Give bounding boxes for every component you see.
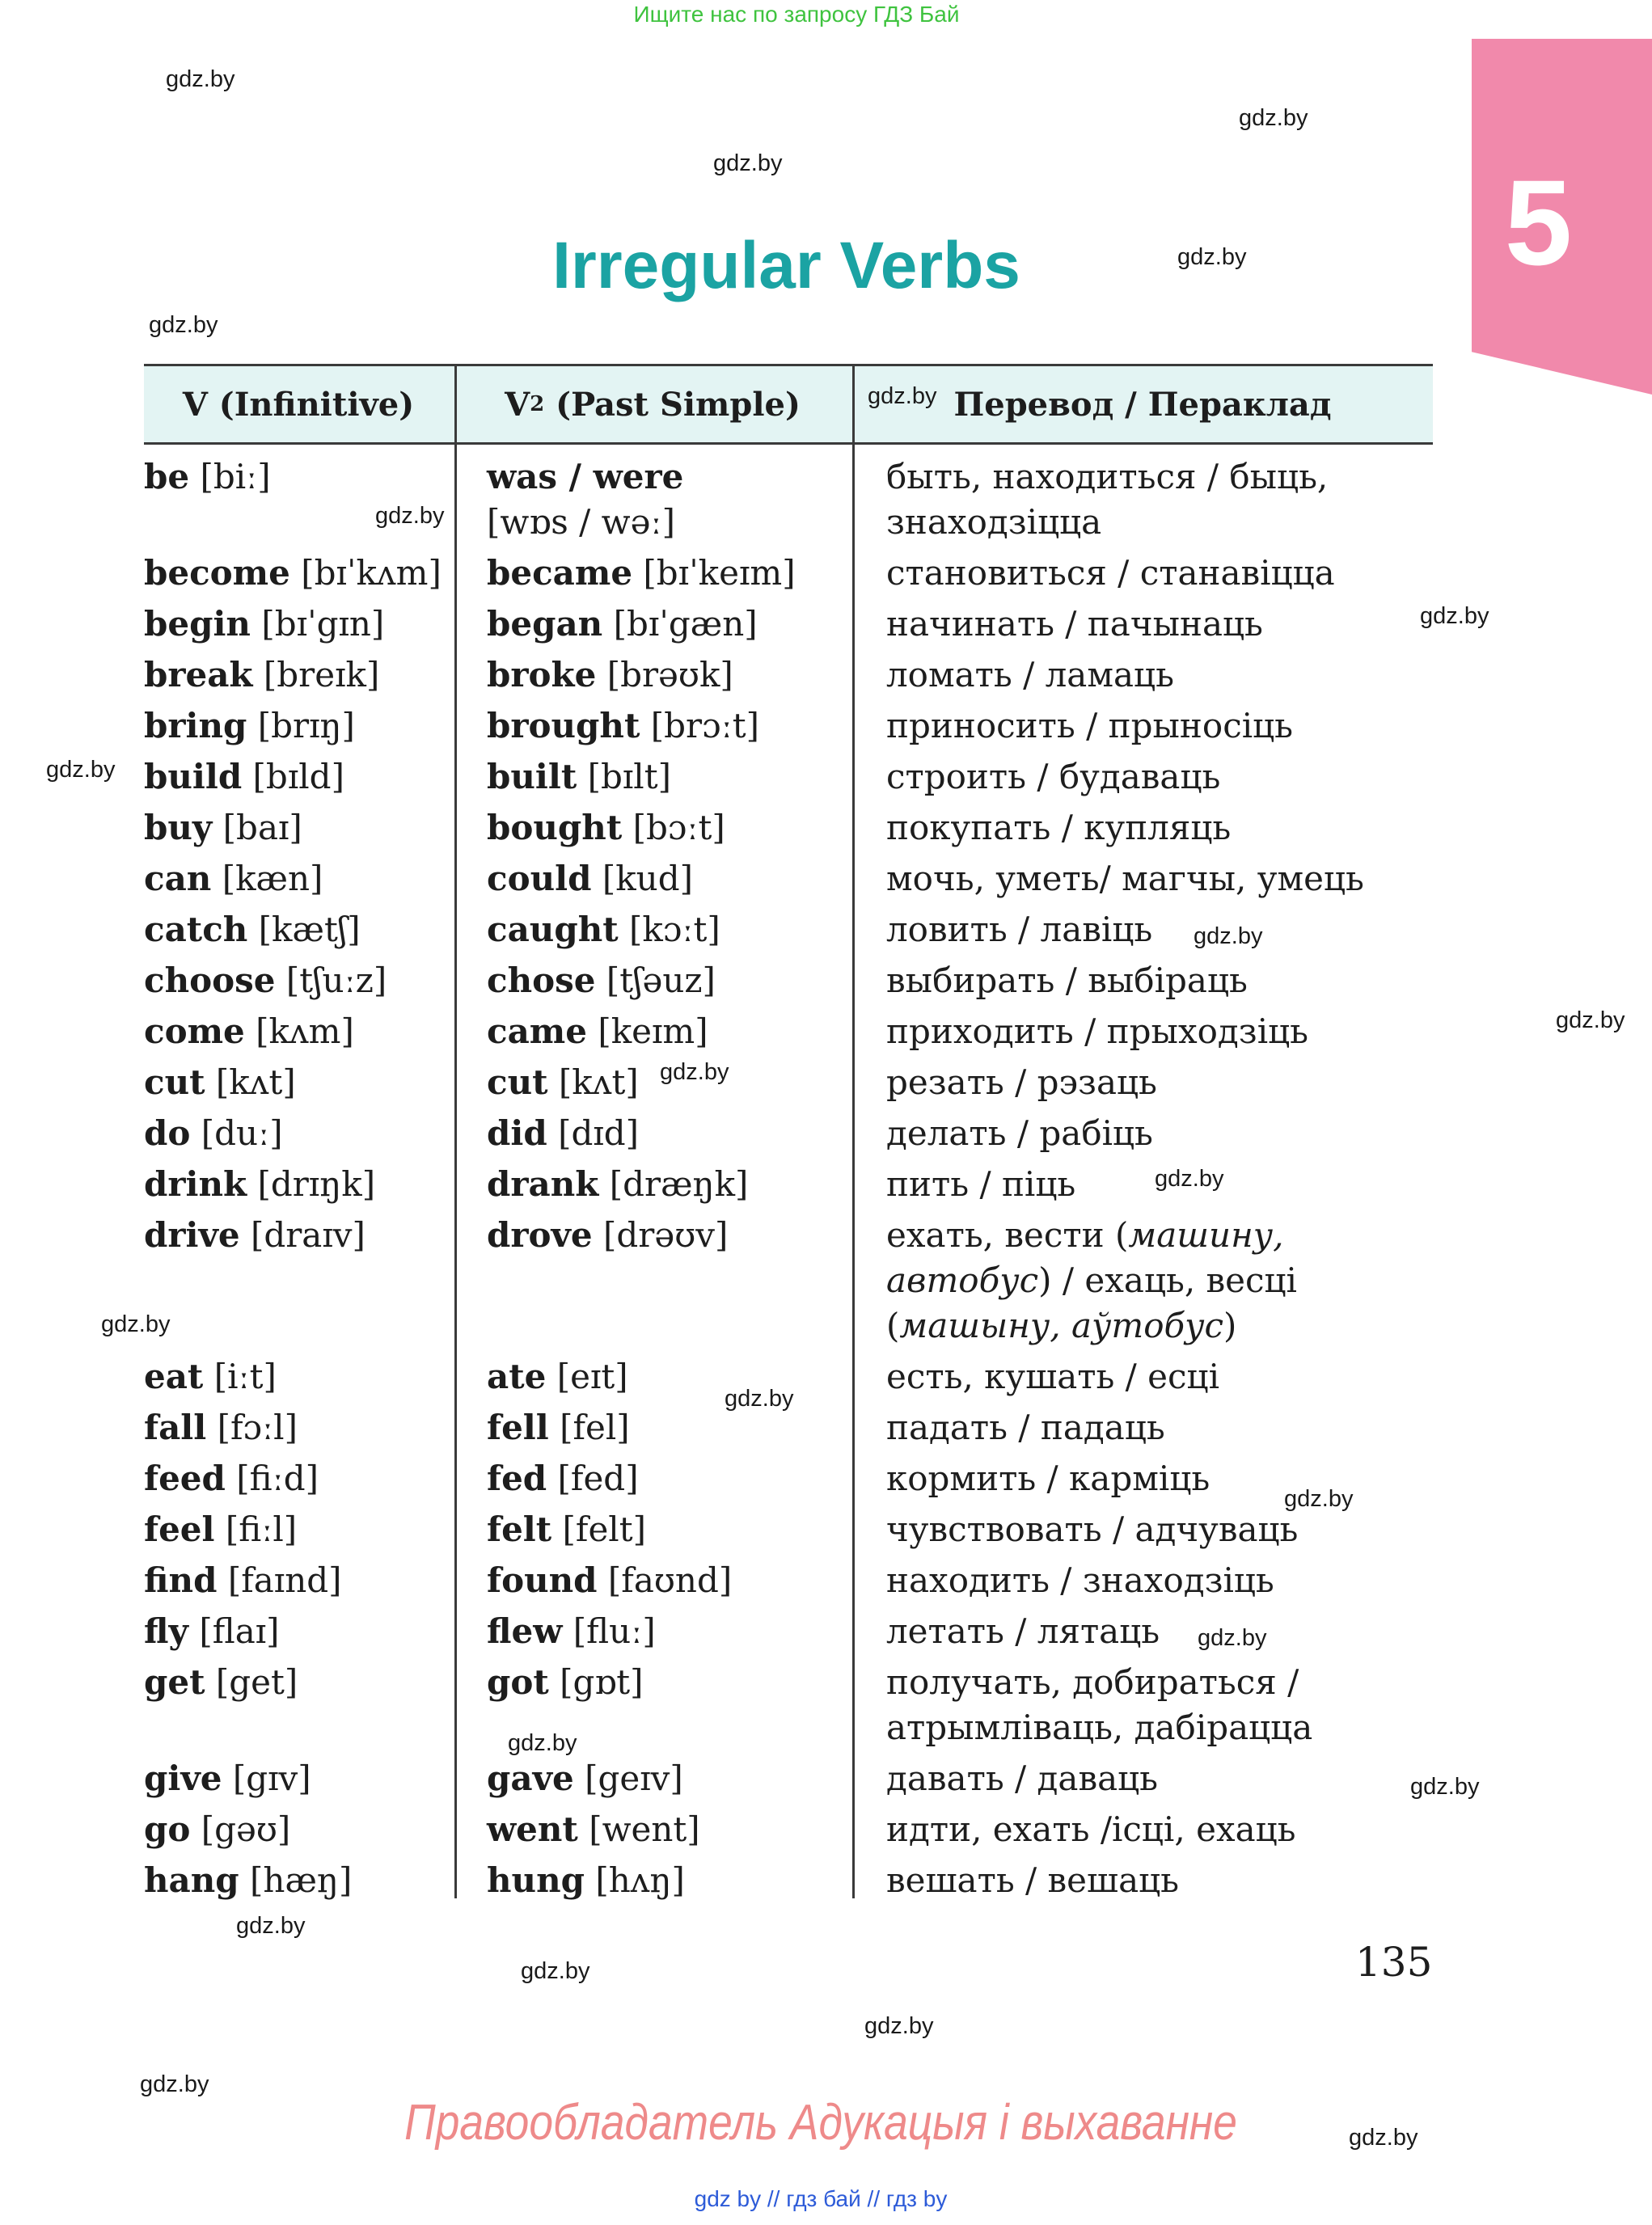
translation-cell bbox=[886, 907, 1433, 952]
translation-text: ловить / лавіць bbox=[886, 910, 1153, 949]
watermark: gdz.by bbox=[508, 1730, 577, 1756]
table-row bbox=[144, 1756, 1433, 1807]
translation-cell bbox=[886, 1609, 1433, 1654]
translation-text: быть, находиться / быць, знаходзіцца bbox=[886, 457, 1329, 542]
infinitive-cell bbox=[144, 1756, 485, 1801]
past-simple-transcription: [brəʊk] bbox=[606, 655, 733, 695]
infinitive-cell bbox=[144, 454, 485, 545]
translation-text: становиться / станавіцца bbox=[886, 553, 1335, 593]
past-simple-transcription: [brɔːt] bbox=[650, 706, 760, 745]
infinitive-transcription: [bɪld] bbox=[252, 757, 344, 796]
past-simple-cell bbox=[485, 1807, 886, 1852]
past-simple-transcription: [bɪlt] bbox=[587, 757, 671, 796]
infinitive-cell bbox=[144, 1609, 485, 1654]
translation-cell bbox=[886, 1405, 1433, 1450]
translation-text: находить / знаходзіць bbox=[886, 1560, 1274, 1600]
watermark: gdz.by bbox=[46, 757, 116, 783]
translation-text: кормить / карміць bbox=[886, 1459, 1210, 1498]
past-simple-transcription: [fed] bbox=[557, 1459, 639, 1498]
translation-cell bbox=[886, 703, 1433, 749]
infinitive-word: fly bbox=[144, 1611, 188, 1651]
past-simple-transcription: [drəʊv] bbox=[603, 1215, 729, 1255]
past-simple-cell bbox=[485, 856, 886, 901]
table-row bbox=[144, 1009, 1433, 1060]
past-simple-word: chose bbox=[487, 961, 596, 1000]
infinitive-word: fall bbox=[144, 1408, 207, 1447]
past-simple-transcription: [bɔːt] bbox=[632, 808, 725, 847]
translation-cell bbox=[886, 1807, 1433, 1852]
infinitive-word: bring bbox=[144, 706, 247, 745]
watermark: gdz.by bbox=[140, 2071, 209, 2097]
translation-cell bbox=[886, 454, 1433, 545]
past-simple-cell bbox=[485, 1213, 886, 1349]
infinitive-cell bbox=[144, 754, 485, 800]
past-simple-cell bbox=[485, 1162, 886, 1207]
past-simple-transcription: [fel] bbox=[560, 1408, 630, 1447]
infinitive-transcription: [gəʊ] bbox=[201, 1809, 291, 1849]
translation-text: ) / ехаць, весці ( bbox=[886, 1260, 1297, 1345]
chapter-number: 5 bbox=[1504, 154, 1573, 290]
header-v: V bbox=[505, 385, 530, 424]
past-simple-word: was / were bbox=[487, 457, 684, 496]
page-number: 135 bbox=[1355, 1939, 1433, 1986]
verb-table bbox=[144, 454, 1433, 1909]
infinitive-transcription: [drɪŋk] bbox=[257, 1164, 376, 1204]
translation-text: вешать / вешаць bbox=[886, 1860, 1180, 1900]
past-simple-transcription: [eɪt] bbox=[556, 1357, 628, 1396]
table-row bbox=[144, 1213, 1433, 1354]
past-simple-word: broke bbox=[487, 655, 597, 695]
translation-text: получать, добираться / атрымліваць, дабірацца bbox=[886, 1662, 1313, 1747]
past-simple-transcription: [dræŋk] bbox=[609, 1164, 749, 1204]
infinitive-cell bbox=[144, 1558, 485, 1603]
infinitive-word: drink bbox=[144, 1164, 247, 1204]
watermark: gdz.by bbox=[1556, 1007, 1625, 1033]
table-row bbox=[144, 602, 1433, 652]
translation-text: чувствовать / адчуваць bbox=[886, 1509, 1299, 1549]
past-simple-transcription: [tʃəuz] bbox=[606, 961, 716, 1000]
past-simple-cell bbox=[485, 551, 886, 596]
infinitive-word: feel bbox=[144, 1509, 215, 1549]
infinitive-transcription: [bɪˈkʌm] bbox=[301, 553, 442, 593]
page-title: Irregular Verbs bbox=[552, 229, 1020, 302]
past-simple-word: fell bbox=[487, 1408, 549, 1447]
translation-cell bbox=[886, 652, 1433, 698]
past-simple-cell bbox=[485, 1756, 886, 1801]
past-simple-cell bbox=[485, 1456, 886, 1501]
watermark: gdz.by bbox=[660, 1059, 729, 1085]
infinitive-cell bbox=[144, 703, 485, 749]
table-row bbox=[144, 1111, 1433, 1162]
past-simple-cell bbox=[485, 958, 886, 1003]
past-simple-word: caught bbox=[487, 910, 619, 949]
translation-cell bbox=[886, 754, 1433, 800]
translation-text: резать / рэзаць bbox=[886, 1062, 1157, 1102]
past-simple-cell bbox=[485, 454, 886, 545]
infinitive-word: build bbox=[144, 757, 243, 796]
past-simple-word: hung bbox=[487, 1860, 585, 1900]
infinitive-cell bbox=[144, 1060, 485, 1105]
past-simple-cell bbox=[485, 754, 886, 800]
watermark: gdz.by bbox=[375, 503, 445, 529]
table-row bbox=[144, 856, 1433, 907]
infinitive-word: go bbox=[144, 1809, 191, 1849]
table-row bbox=[144, 1507, 1433, 1558]
translation-text: выбирать / выбіраць bbox=[886, 961, 1248, 1000]
table-row bbox=[144, 958, 1433, 1009]
infinitive-cell bbox=[144, 1660, 485, 1750]
watermark: gdz.by bbox=[713, 150, 783, 176]
infinitive-word: give bbox=[144, 1758, 222, 1798]
infinitive-word: do bbox=[144, 1113, 191, 1153]
past-simple-word: felt bbox=[487, 1509, 552, 1549]
infinitive-cell bbox=[144, 856, 485, 901]
translation-text: приносить / прыносіць bbox=[886, 706, 1294, 745]
infinitive-transcription: [get] bbox=[215, 1662, 298, 1702]
table-row bbox=[144, 454, 1433, 551]
translation-cell bbox=[886, 958, 1433, 1003]
past-simple-word: built bbox=[487, 757, 577, 796]
infinitive-cell bbox=[144, 1807, 485, 1852]
past-simple-cell bbox=[485, 602, 886, 647]
table-row bbox=[144, 1456, 1433, 1507]
past-simple-transcription: [keɪm] bbox=[598, 1011, 708, 1051]
watermark: gdz.by bbox=[166, 66, 235, 92]
past-simple-word: drove bbox=[487, 1215, 593, 1255]
infinitive-cell bbox=[144, 551, 485, 596]
past-simple-cell bbox=[485, 1858, 886, 1903]
infinitive-word: get bbox=[144, 1662, 205, 1702]
infinitive-cell bbox=[144, 1162, 485, 1207]
infinitive-cell bbox=[144, 1405, 485, 1450]
table-row bbox=[144, 1060, 1433, 1111]
past-simple-transcription: [geɪv] bbox=[585, 1758, 683, 1798]
copyright-footer: Правообладатель Адукацыя і выхаванне bbox=[404, 2095, 1237, 2151]
table-row bbox=[144, 1660, 1433, 1756]
infinitive-transcription: [kæn] bbox=[222, 859, 323, 898]
translation-cell bbox=[886, 1558, 1433, 1603]
past-simple-cell bbox=[485, 703, 886, 749]
infinitive-cell bbox=[144, 1354, 485, 1400]
past-simple-cell bbox=[485, 652, 886, 698]
infinitive-transcription: [flaɪ] bbox=[199, 1611, 280, 1651]
past-simple-word: drank bbox=[487, 1164, 599, 1204]
infinitive-transcription: [fɔːl] bbox=[217, 1408, 298, 1447]
past-simple-word: could bbox=[487, 859, 592, 898]
translation-text: давать / даваць bbox=[886, 1758, 1158, 1798]
infinitive-transcription: [fiːl] bbox=[225, 1509, 298, 1549]
past-simple-cell bbox=[485, 1009, 886, 1054]
header-infinitive: V (Infinitive) bbox=[182, 385, 415, 424]
infinitive-transcription: [iːt] bbox=[213, 1357, 277, 1396]
translation-cell bbox=[886, 805, 1433, 851]
watermark: gdz.by bbox=[1155, 1166, 1224, 1192]
translation-text: покупать / купляць bbox=[886, 808, 1232, 847]
past-simple-cell bbox=[485, 1609, 886, 1654]
table-row bbox=[144, 1405, 1433, 1456]
translation-text: мочь, уметь/ магчы, умець bbox=[886, 859, 1364, 898]
infinitive-cell bbox=[144, 1858, 485, 1903]
watermark: gdz.by bbox=[1239, 105, 1308, 131]
translation-cell bbox=[886, 1858, 1433, 1903]
past-simple-word: did bbox=[487, 1113, 547, 1153]
infinitive-word: come bbox=[144, 1011, 245, 1051]
infinitive-word: eat bbox=[144, 1357, 204, 1396]
table-row bbox=[144, 703, 1433, 754]
infinitive-transcription: [biː] bbox=[200, 457, 271, 496]
translation-text: ехать, вести ( bbox=[886, 1215, 1129, 1255]
infinitive-word: hang bbox=[144, 1860, 239, 1900]
past-simple-cell bbox=[485, 1558, 886, 1603]
footer-links[interactable]: gdz by // гдз бай // гдз by bbox=[694, 2186, 948, 2211]
infinitive-transcription: [kʌt] bbox=[215, 1062, 296, 1102]
past-simple-transcription: [kʌt] bbox=[558, 1062, 639, 1102]
infinitive-word: can bbox=[144, 859, 212, 898]
infinitive-word: catch bbox=[144, 910, 248, 949]
past-simple-cell bbox=[485, 1111, 886, 1156]
past-simple-transcription: [dɪd] bbox=[558, 1113, 640, 1153]
infinitive-word: feed bbox=[144, 1459, 226, 1498]
infinitive-transcription: [hæŋ] bbox=[250, 1860, 353, 1900]
translation-text: летать / лятаць bbox=[886, 1611, 1160, 1651]
translation-cell bbox=[886, 1354, 1433, 1400]
past-simple-cell bbox=[485, 805, 886, 851]
past-simple-word: began bbox=[487, 604, 603, 644]
translation-cell bbox=[886, 1756, 1433, 1801]
table-row bbox=[144, 1558, 1433, 1609]
header-translation: Перевод / Пераклад bbox=[953, 385, 1332, 424]
infinitive-cell bbox=[144, 958, 485, 1003]
past-simple-transcription: [wɒs / wəː] bbox=[487, 502, 675, 542]
header-v-sub: 2 bbox=[530, 392, 545, 416]
past-simple-word: got bbox=[487, 1662, 549, 1702]
table-row bbox=[144, 1162, 1433, 1213]
infinitive-cell bbox=[144, 652, 485, 698]
top-banner[interactable]: Ищите нас по запросу ГДЗ Бай bbox=[633, 2, 960, 27]
past-simple-word: flew bbox=[487, 1611, 563, 1651]
infinitive-transcription: [duː] bbox=[201, 1113, 283, 1153]
past-simple-transcription: [bɪˈkeɪm] bbox=[643, 553, 796, 593]
infinitive-transcription: [gɪv] bbox=[232, 1758, 311, 1798]
past-simple-transcription: [gɒt] bbox=[560, 1662, 644, 1702]
translation-cell bbox=[886, 856, 1433, 901]
past-simple-word: brought bbox=[487, 706, 640, 745]
translation-cell bbox=[886, 602, 1433, 647]
infinitive-cell bbox=[144, 805, 485, 851]
infinitive-transcription: [draɪv] bbox=[250, 1215, 365, 1255]
past-simple-cell bbox=[485, 1354, 886, 1400]
watermark: gdz.by bbox=[101, 1311, 171, 1337]
translation-text: есть, кушать / есці bbox=[886, 1357, 1220, 1396]
watermark: gdz.by bbox=[1198, 1625, 1267, 1651]
past-simple-cell bbox=[485, 907, 886, 952]
translation-text: пить / піць bbox=[886, 1164, 1076, 1204]
header-past-simple-label: (Past Simple) bbox=[544, 385, 801, 424]
translation-text: ломать / ламаць bbox=[886, 655, 1174, 695]
past-simple-transcription: [felt] bbox=[562, 1509, 646, 1549]
infinitive-transcription: [fiːd] bbox=[236, 1459, 319, 1498]
past-simple-word: came bbox=[487, 1011, 587, 1051]
infinitive-word: cut bbox=[144, 1062, 205, 1102]
table-row bbox=[144, 652, 1433, 703]
translation-text: ) bbox=[1223, 1306, 1237, 1345]
past-simple-word: became bbox=[487, 553, 633, 593]
infinitive-transcription: [kʌm] bbox=[256, 1011, 354, 1051]
infinitive-transcription: [tʃuːz] bbox=[285, 961, 387, 1000]
infinitive-word: drive bbox=[144, 1215, 240, 1255]
infinitive-transcription: [kætʃ] bbox=[258, 910, 361, 949]
past-simple-word: gave bbox=[487, 1758, 574, 1798]
infinitive-transcription: [brɪŋ] bbox=[257, 706, 355, 745]
translation-cell bbox=[886, 551, 1433, 596]
watermark: gdz.by bbox=[725, 1386, 794, 1412]
infinitive-word: be bbox=[144, 457, 190, 496]
translation-italic: машыну, аўтобус bbox=[899, 1306, 1224, 1345]
watermark: gdz.by bbox=[1410, 1774, 1480, 1800]
past-simple-transcription: [fluː] bbox=[572, 1611, 656, 1651]
watermark: gdz.by bbox=[236, 1913, 306, 1939]
past-simple-transcription: [bɪˈgæn] bbox=[613, 604, 758, 644]
past-simple-word: bought bbox=[487, 808, 623, 847]
infinitive-cell bbox=[144, 1456, 485, 1501]
translation-text: приходить / прыходзіць bbox=[886, 1011, 1309, 1051]
translation-text: идти, ехать /ісці, ехаць bbox=[886, 1809, 1296, 1849]
translation-text: начинать / пачынаць bbox=[886, 604, 1263, 644]
table-row bbox=[144, 1858, 1433, 1909]
past-simple-transcription: [went] bbox=[589, 1809, 700, 1849]
infinitive-cell bbox=[144, 1213, 485, 1349]
watermark: gdz.by bbox=[1177, 244, 1247, 270]
infinitive-cell bbox=[144, 1111, 485, 1156]
infinitive-word: become bbox=[144, 553, 290, 593]
translation-cell bbox=[886, 1660, 1433, 1750]
translation-cell bbox=[886, 1060, 1433, 1105]
past-simple-word: ate bbox=[487, 1357, 547, 1396]
translation-italic: машину, автобус bbox=[886, 1215, 1284, 1300]
watermark: gdz.by bbox=[864, 2013, 934, 2039]
past-simple-transcription: [kud] bbox=[602, 859, 693, 898]
past-simple-cell bbox=[485, 1507, 886, 1552]
header-past-simple bbox=[454, 366, 851, 442]
infinitive-cell bbox=[144, 907, 485, 952]
infinitive-cell bbox=[144, 602, 485, 647]
infinitive-transcription: [baɪ] bbox=[222, 808, 302, 847]
past-simple-word: went bbox=[487, 1809, 578, 1849]
infinitive-word: find bbox=[144, 1560, 218, 1600]
past-simple-transcription: [faʊnd] bbox=[607, 1560, 733, 1600]
infinitive-transcription: [breɪk] bbox=[263, 655, 380, 695]
table-row bbox=[144, 754, 1433, 805]
past-simple-word: found bbox=[487, 1560, 598, 1600]
translation-text: строить / будаваць bbox=[886, 757, 1221, 796]
infinitive-cell bbox=[144, 1507, 485, 1552]
infinitive-word: buy bbox=[144, 808, 213, 847]
translation-cell bbox=[886, 1111, 1433, 1156]
translation-text: падать / падаць bbox=[886, 1408, 1165, 1447]
table-header bbox=[144, 364, 1433, 445]
watermark: gdz.by bbox=[1194, 923, 1263, 949]
translation-cell bbox=[886, 1009, 1433, 1054]
infinitive-transcription: [faɪnd] bbox=[227, 1560, 342, 1600]
translation-cell bbox=[886, 1213, 1433, 1349]
translation-cell bbox=[886, 1507, 1433, 1552]
past-simple-cell bbox=[485, 1405, 886, 1450]
infinitive-transcription: [bɪˈgɪn] bbox=[261, 604, 385, 644]
infinitive-word: begin bbox=[144, 604, 251, 644]
table-row bbox=[144, 805, 1433, 856]
infinitive-cell bbox=[144, 1009, 485, 1054]
watermark: gdz.by bbox=[521, 1958, 590, 1984]
watermark: gdz.by bbox=[868, 383, 937, 409]
table-row bbox=[144, 551, 1433, 602]
past-simple-transcription: [kɔːt] bbox=[629, 910, 720, 949]
past-simple-word: fed bbox=[487, 1459, 547, 1498]
watermark: gdz.by bbox=[149, 312, 218, 338]
watermark: gdz.by bbox=[1284, 1486, 1354, 1512]
watermark: gdz.by bbox=[1420, 603, 1489, 629]
table-row bbox=[144, 1807, 1433, 1858]
translation-text: делать / рабіць bbox=[886, 1113, 1153, 1153]
past-simple-word: cut bbox=[487, 1062, 548, 1102]
watermark: gdz.by bbox=[1349, 2125, 1418, 2151]
infinitive-word: break bbox=[144, 655, 253, 695]
past-simple-transcription: [hʌŋ] bbox=[595, 1860, 685, 1900]
infinitive-word: choose bbox=[144, 961, 276, 1000]
